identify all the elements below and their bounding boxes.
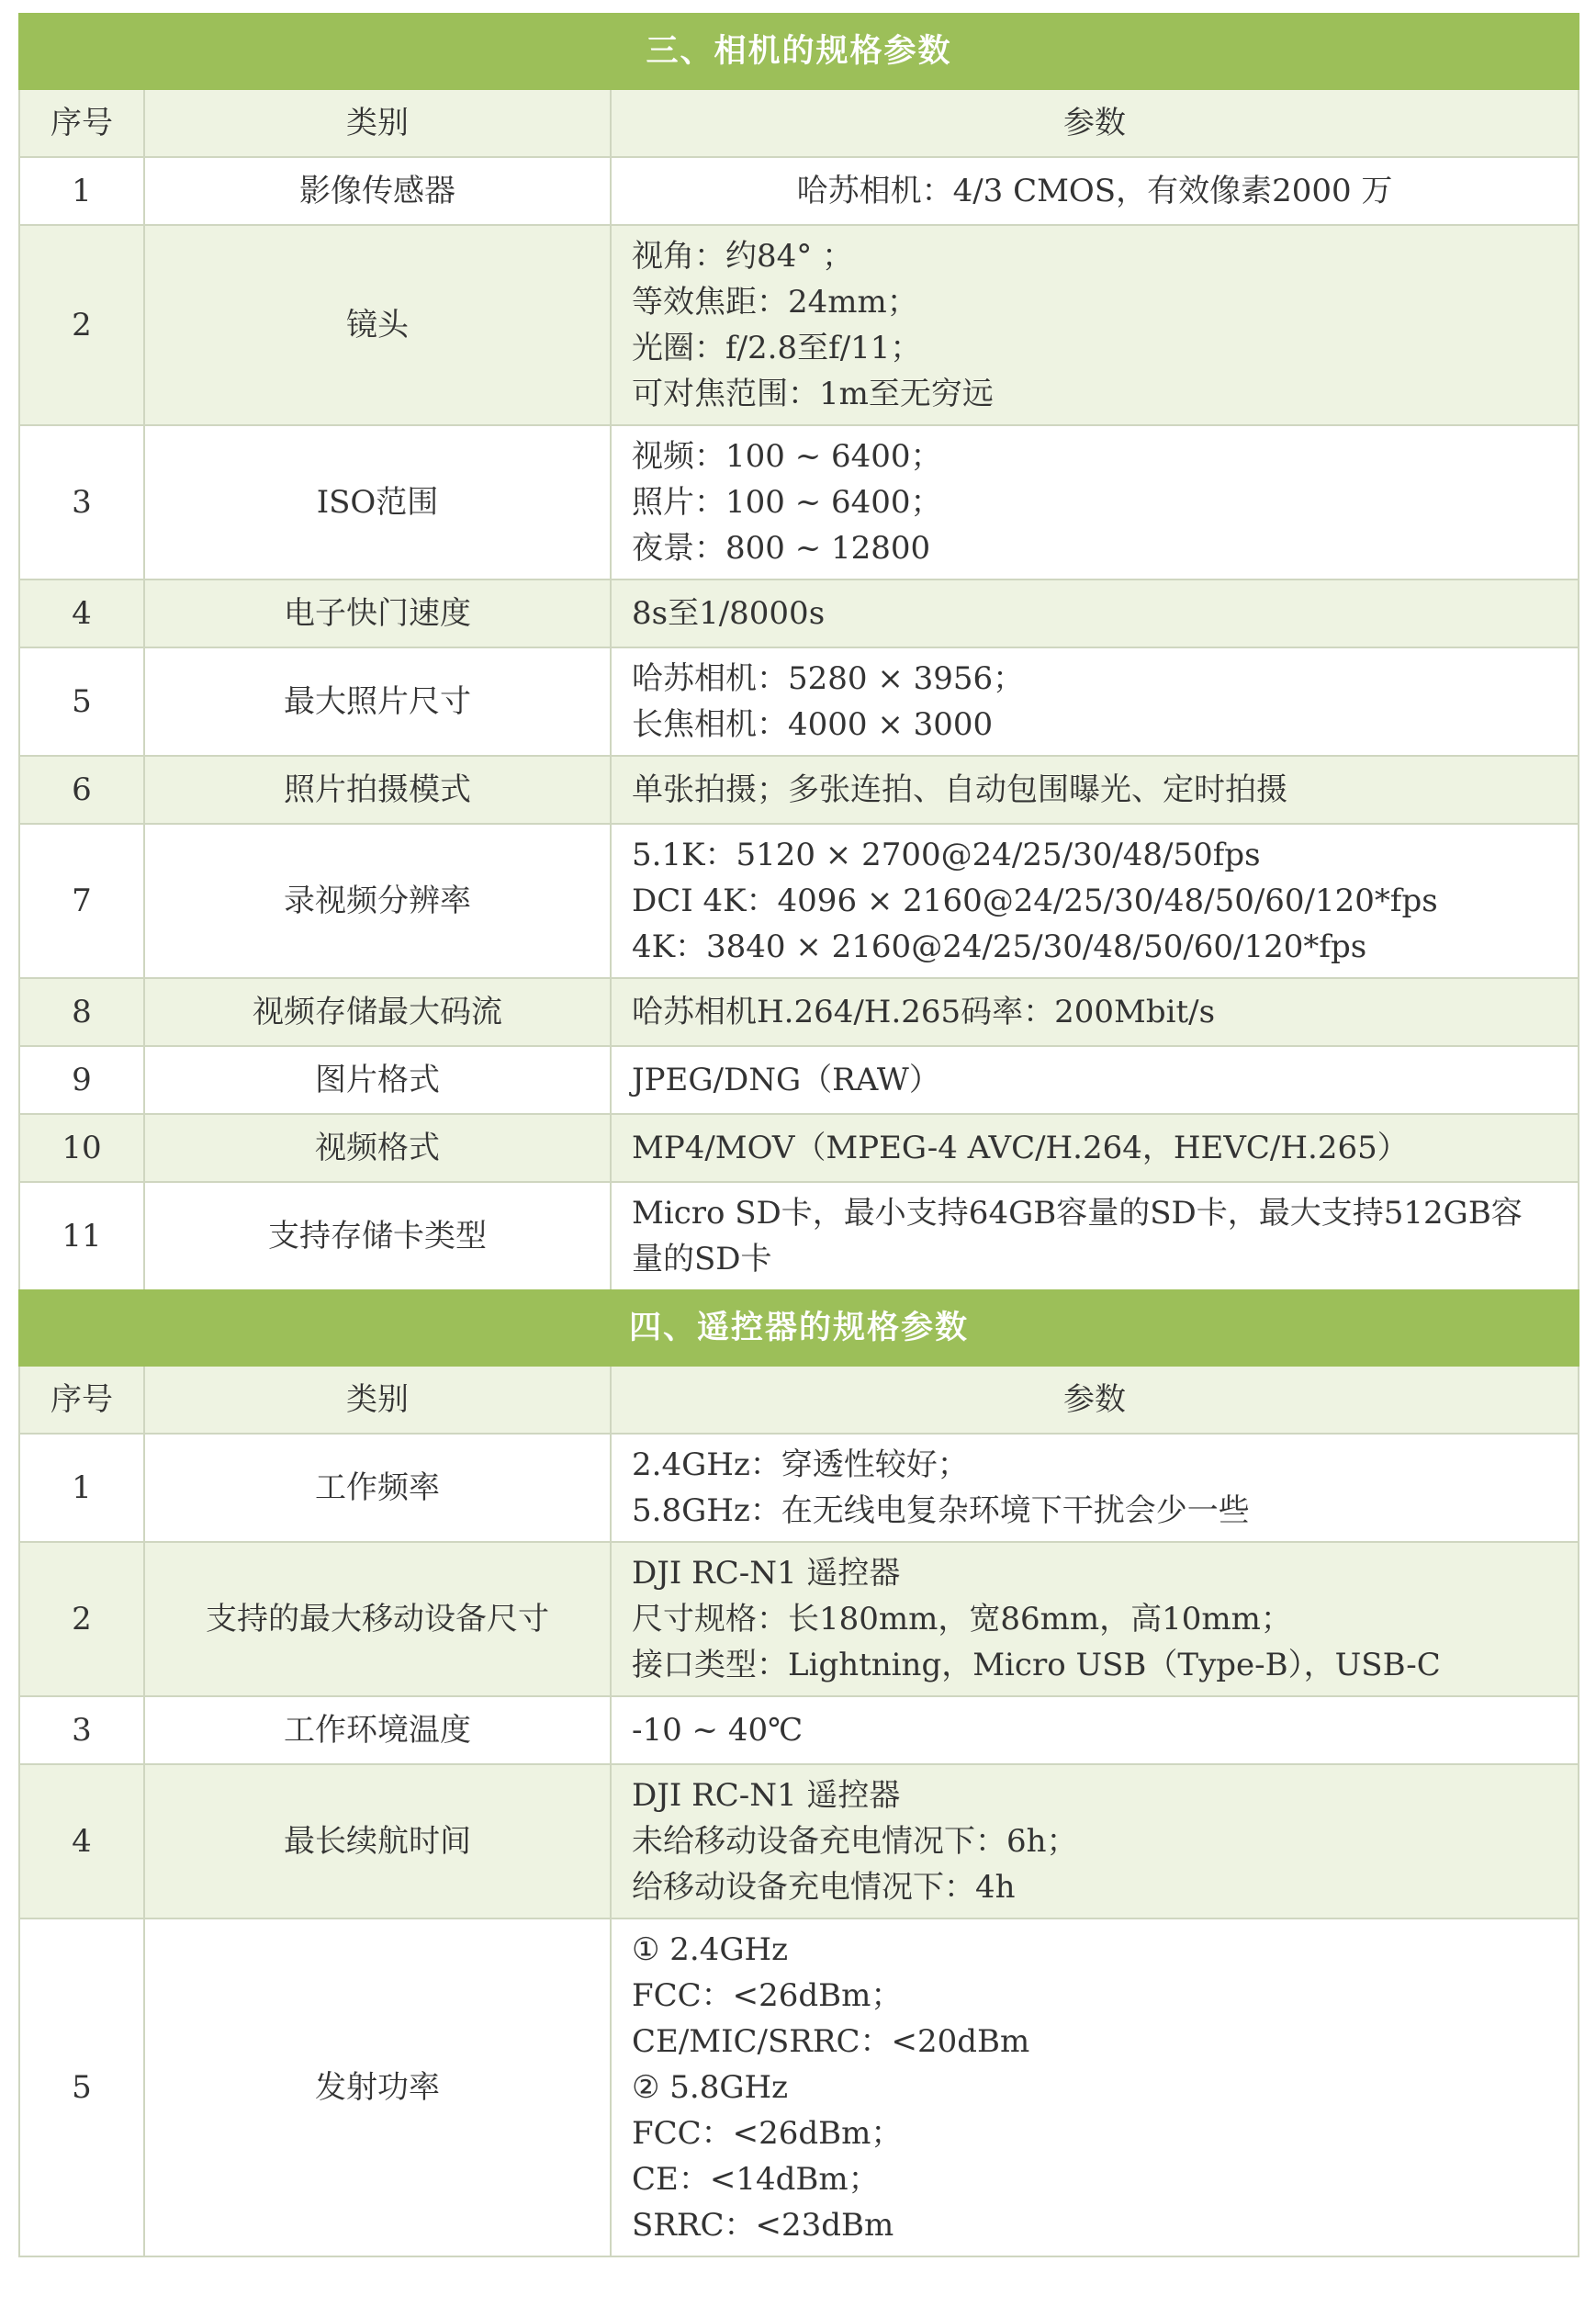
- row-parameters: [611, 1114, 1579, 1182]
- spec-document: [18, 13, 1578, 2257]
- row-number: 5: [19, 647, 144, 756]
- row-category: 镜头: [144, 225, 611, 425]
- row-parameters: [611, 1542, 1579, 1696]
- parameter-line: 4K：3840 × 2160@24/25/30/48/50/60/120*fps: [632, 928, 1367, 965]
- row-category: 支持的最大移动设备尺寸: [144, 1542, 611, 1696]
- table-row: [19, 1046, 1579, 1114]
- row-number: 3: [19, 1696, 144, 1764]
- parameter-line: 长焦相机：4000 × 3000: [632, 706, 994, 743]
- parameter-line: 未给移动设备充电情况下：6h；: [632, 1823, 1078, 1860]
- column-header-number: 序号: [19, 1366, 144, 1434]
- row-category: 工作频率: [144, 1434, 611, 1542]
- parameter-line: 视频：100 ~ 6400；: [632, 438, 942, 475]
- row-parameters: [611, 157, 1579, 225]
- row-category: 影像传感器: [144, 157, 611, 225]
- parameter-line: 2.4GHz：穿透性较好；: [632, 1446, 969, 1483]
- column-header-number: 序号: [19, 89, 144, 157]
- parameter-line: -10 ~ 40℃: [632, 1712, 804, 1749]
- parameter-line: SRRC：<23dBm: [632, 2207, 894, 2244]
- table-row: [19, 425, 1579, 580]
- parameter-line: CE/MIC/SRRC：<20dBm: [632, 2023, 1030, 2060]
- table-row: [19, 978, 1579, 1046]
- row-number: 1: [19, 1434, 144, 1542]
- row-number: 4: [19, 1764, 144, 1919]
- row-parameters: [611, 1434, 1579, 1542]
- parameter-line: Micro SD卡，最小支持64GB容量的SD卡，最大支持512GB容: [632, 1195, 1523, 1232]
- table-row: [19, 1182, 1579, 1290]
- row-number: 6: [19, 756, 144, 824]
- parameter-line: 8s至1/8000s: [632, 595, 826, 632]
- row-category: 最长续航时间: [144, 1764, 611, 1919]
- row-number: 2: [19, 1542, 144, 1696]
- row-category: 视频格式: [144, 1114, 611, 1182]
- row-category: 最大照片尺寸: [144, 647, 611, 756]
- parameter-line: 给移动设备充电情况下：4h: [632, 1869, 1016, 1906]
- table-row: [19, 157, 1579, 225]
- table-row: [19, 1434, 1579, 1542]
- section-title: 三、相机的规格参数: [19, 14, 1579, 89]
- column-header-category: 类别: [144, 89, 611, 157]
- row-parameters: [611, 1919, 1579, 2256]
- row-parameters: [611, 580, 1579, 647]
- row-parameters: [611, 1182, 1579, 1290]
- table-row: [19, 1764, 1579, 1919]
- row-number: 8: [19, 978, 144, 1046]
- row-parameters: [611, 1696, 1579, 1764]
- parameter-line: CE：<14dBm；: [632, 2161, 880, 2198]
- row-category: 录视频分辨率: [144, 824, 611, 978]
- parameter-line: FCC：<26dBm；: [632, 2115, 903, 2152]
- row-number: 9: [19, 1046, 144, 1114]
- row-number: 4: [19, 580, 144, 647]
- column-header-parameters: 参数: [611, 1366, 1579, 1434]
- parameter-line: 尺寸规格：长180mm，宽86mm，高10mm；: [632, 1601, 1292, 1637]
- row-parameters: [611, 225, 1579, 425]
- parameter-line: 哈苏相机：5280 × 3956；: [632, 660, 1025, 697]
- row-number: 5: [19, 1919, 144, 2256]
- row-number: 2: [19, 225, 144, 425]
- parameter-line: DJI RC-N1 遥控器: [632, 1777, 901, 1814]
- parameter-line: 光圈：f/2.8至f/11；: [632, 330, 922, 366]
- table-row: [19, 580, 1579, 647]
- row-category: 工作环境温度: [144, 1696, 611, 1764]
- table-row: [19, 1919, 1579, 2256]
- parameter-line: 哈苏相机H.264/H.265码率：200Mbit/s: [632, 994, 1216, 1030]
- table-row: [19, 225, 1579, 425]
- row-number: 3: [19, 425, 144, 580]
- parameter-line: 视角：约84° ；: [632, 238, 854, 275]
- table-row: [19, 647, 1579, 756]
- parameter-line: 哈苏相机：4/3 CMOS，有效像素2000 万: [796, 173, 1393, 209]
- parameter-line: 量的SD卡: [632, 1241, 772, 1277]
- parameter-line: ① 2.4GHz: [632, 1931, 789, 1968]
- row-parameters: [611, 425, 1579, 580]
- column-header-parameters: 参数: [611, 89, 1579, 157]
- parameter-line: 可对焦范围：1m至无穷远: [632, 376, 994, 412]
- table-row: [19, 1542, 1579, 1696]
- parameter-line: 单张拍摄；多张连拍、自动包围曝光、定时拍摄: [632, 771, 1287, 808]
- row-parameters: [611, 824, 1579, 978]
- row-category: ISO范围: [144, 425, 611, 580]
- column-header-category: 类别: [144, 1366, 611, 1434]
- row-parameters: [611, 1046, 1579, 1114]
- table-row: [19, 756, 1579, 824]
- parameter-line: ② 5.8GHz: [632, 2069, 789, 2106]
- section-title: 四、遥控器的规格参数: [19, 1290, 1579, 1366]
- row-parameters: [611, 647, 1579, 756]
- parameter-line: DCI 4K：4096 × 2160@24/25/30/48/50/60/120*fps: [632, 883, 1438, 919]
- table-row: [19, 824, 1579, 978]
- parameter-line: 5.1K：5120 × 2700@24/25/30/48/50fps: [632, 837, 1261, 873]
- row-number: 1: [19, 157, 144, 225]
- parameter-line: 等效焦距：24mm；: [632, 284, 918, 321]
- parameter-line: 5.8GHz：在无线电复杂环境下干扰会少一些: [632, 1492, 1250, 1529]
- parameter-line: DJI RC-N1 遥控器: [632, 1555, 901, 1592]
- row-category: 照片拍摄模式: [144, 756, 611, 824]
- row-number: 10: [19, 1114, 144, 1182]
- parameter-line: JPEG/DNG（RAW）: [632, 1062, 940, 1098]
- row-number: 7: [19, 824, 144, 978]
- row-category: 视频存储最大码流: [144, 978, 611, 1046]
- row-number: 11: [19, 1182, 144, 1290]
- row-category: 发射功率: [144, 1919, 611, 2256]
- table-row: [19, 1114, 1579, 1182]
- camera-spec-table: [18, 13, 1579, 1291]
- table-row: [19, 1696, 1579, 1764]
- row-parameters: [611, 756, 1579, 824]
- row-parameters: [611, 978, 1579, 1046]
- row-category: 支持存储卡类型: [144, 1182, 611, 1290]
- parameter-line: FCC：<26dBm；: [632, 1977, 903, 2014]
- row-parameters: [611, 1764, 1579, 1919]
- parameter-line: 接口类型：Lightning，Micro USB（Type-B），USB-C: [632, 1647, 1441, 1683]
- parameter-line: 照片：100 ~ 6400；: [632, 484, 942, 521]
- parameter-line: 夜景：800 ~ 12800: [632, 530, 931, 567]
- row-category: 电子快门速度: [144, 580, 611, 647]
- parameter-line: MP4/MOV（MPEG-4 AVC/H.264，HEVC/H.265）: [632, 1130, 1409, 1166]
- remote-controller-spec-table: [18, 1289, 1579, 2257]
- row-category: 图片格式: [144, 1046, 611, 1114]
